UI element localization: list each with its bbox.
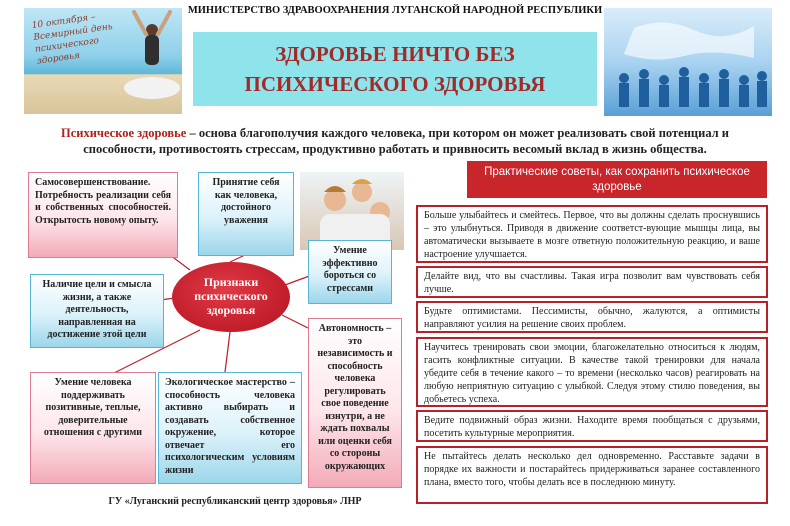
tip-item: Не пытайтесь делать несколько дел одновременно. Расставьте задачи в порядке их важности и постарайтесь придерживаться заранее составленного плана, вместо того, чтобы делать все в последнюю минуту. [416, 446, 768, 504]
intro-highlight: Психическое здоровье [60, 126, 187, 140]
sign-self-improvement: Самосовершенствование. Потребность реализации себя и собственных способностей. Открытость новому опыту. [28, 172, 178, 258]
tip-item: Будьте оптимистами. Пессимисты, обычно, жалуются, а оптимисты направляют усилия на решение своих проблем. [416, 301, 768, 333]
sign-environmental-mastery: Экологическое мастерство – способность человека активно выбирать и создавать собственное окружение, которое отвечает его психологическим условиям жизни [158, 372, 302, 484]
ministry-name: МИНИСТЕРСТВО ЗДРАВООХРАНЕНИЯ ЛУГАНСКОЙ НАРОДНОЙ РЕСПУБЛИКИ [187, 5, 603, 16]
tip-item: Делайте вид, что вы счастливы. Такая игра позволит вам чувствовать себя лучше. [416, 266, 768, 298]
family-icon [300, 172, 404, 250]
tips-heading: Практические советы, как сохранить психическое здоровье [467, 161, 767, 198]
footer-organization: ГУ «Луганский республиканский центр здоровья» ЛНР [108, 496, 362, 507]
tip-item: Научитесь тренировать свои эмоции, благожелательно относиться к людям, гасить конфликтные ситуации. В качестве такой тренировки для начала убедите себя в течение какого – то времени (несколько часов) реагировать на любую неприятную ситуацию с улыбкой. Следуя этому стилю поведения, вы добьетесь успеха. [416, 337, 768, 407]
sign-autonomy: Автономность – это независимость и способность человека регулировать свое поведение изнутри, а не ждать похвалы или оценки себя со стороны окружающих [308, 318, 402, 488]
tip-item: Ведите подвижный образ жизни. Находите время пообщаться с друзьями, посетить культурные мероприятия. [416, 410, 768, 442]
signs-center: Признаки психического здоровья [172, 262, 290, 332]
title-line-2: ПСИХИЧЕСКОГО ЗДОРОВЬЯ [244, 72, 546, 96]
sign-life-purpose: Наличие цели и смысла жизни, а также деятельность, направленная на достижение этой цели [30, 274, 164, 348]
family-photo [300, 172, 404, 250]
title-line-1: ЗДОРОВЬЕ НИЧТО БЕЗ [275, 42, 515, 66]
sign-self-acceptance: Принятие себя как человека, достойного уважения [198, 172, 294, 256]
intro-body: – основа благополучия каждого человека, при котором он может реализовать свой потенциал и способности, противостоять стрессам, продуктивно работать и привносить весомый вклад в жизнь общества. [83, 126, 730, 156]
sign-stress-handling: Умение эффективно бороться со стрессами [308, 240, 392, 304]
tip-item: Больше улыбайтесь и смейтесь. Первое, что вы должны сделать проснувшись – это улыбнуться. Приводя в движение соответст-вующие мышцы лица, вы автоматически вызываете в мозге ответную положительную реакцию, и ваше настроение улучшается. [416, 205, 768, 263]
photo-caption: 10 октября – Всемирный день психического здоровья [31, 12, 114, 67]
sign-relationships: Умение человека поддерживать позитивные, теплые, доверительные отношения с другими [30, 372, 156, 484]
